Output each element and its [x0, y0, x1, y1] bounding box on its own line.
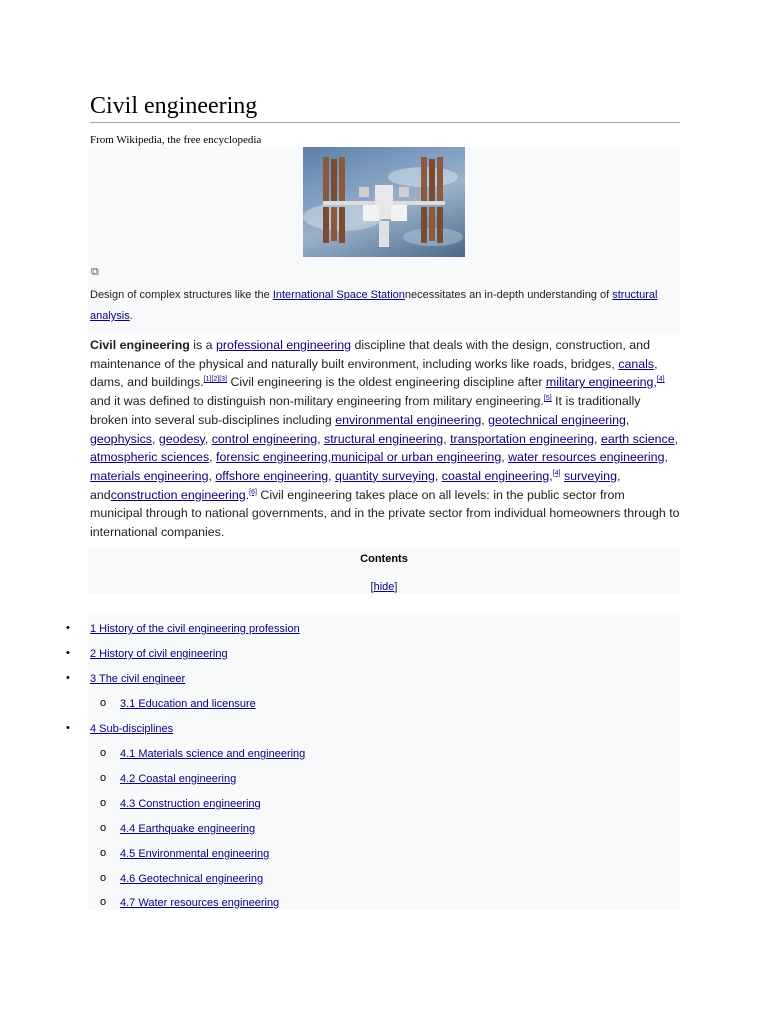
magnify-icon[interactable]: ⧉: [91, 266, 99, 278]
toc-item-4-3[interactable]: 4.3 Construction engineering: [120, 798, 261, 810]
toc-item-3[interactable]: 3 The civil engineer: [90, 673, 186, 685]
link-international-space-station[interactable]: International Space Station: [272, 289, 405, 301]
ref-6[interactable]: [6]: [249, 488, 257, 496]
link-transportation-engineering[interactable]: transportation engineering: [450, 431, 595, 446]
toc-item-4-6[interactable]: 4.6 Geotechnical engineering: [120, 873, 264, 885]
link-forensic-engineering[interactable]: forensic engineering: [216, 450, 328, 465]
link-professional-engineering[interactable]: professional engineering: [216, 338, 352, 352]
toc-hide-toggle: [hide]: [370, 581, 398, 593]
link-atmospheric-sciences[interactable]: atmospheric sciences: [90, 450, 210, 465]
toc-subbullet: o: [100, 697, 107, 709]
toc-subbullet: o: [100, 797, 107, 809]
toc-item-3-1[interactable]: 3.1 Education and licensure: [120, 698, 256, 710]
link-offshore-engineering[interactable]: offshore engineering: [215, 468, 329, 483]
link-geophysics[interactable]: geophysics: [90, 431, 152, 446]
link-geotechnical-engineering[interactable]: geotechnical engineering: [488, 412, 626, 427]
ref-1-2-3[interactable]: [1][2][3]: [203, 376, 228, 384]
ref-4[interactable]: [4]: [656, 376, 665, 384]
toc-subbullet: o: [100, 872, 107, 884]
link-coastal-engineering[interactable]: coastal engineering: [441, 468, 550, 483]
tagline: From Wikipedia, the free encyclopedia: [90, 134, 262, 146]
link-geodesy[interactable]: geodesy: [158, 431, 205, 446]
link-water-resources-engineering[interactable]: water resources engineering: [508, 450, 665, 465]
toc-subbullet: o: [100, 822, 107, 834]
toc-subbullet: o: [100, 772, 107, 784]
link-control-engineering[interactable]: control engineering: [211, 431, 318, 446]
ref-5[interactable]: [5]: [543, 394, 552, 402]
link-surveying[interactable]: surveying: [563, 468, 617, 483]
link-quantity-surveying[interactable]: quantity surveying: [335, 468, 435, 483]
ref-4b[interactable]: [4]: [552, 469, 561, 477]
space-station-image: [303, 147, 465, 257]
toc-item-4-7[interactable]: 4.7 Water resources engineering: [120, 897, 280, 909]
link-materials-engineering[interactable]: materials engineering: [90, 468, 209, 483]
toc-hide-link[interactable]: hide: [373, 581, 395, 593]
toc-item-4[interactable]: 4 Sub-disciplines: [90, 723, 174, 735]
toc-subbullet: o: [100, 847, 107, 859]
link-environmental-engineering[interactable]: environmental engineering: [335, 412, 482, 427]
intro-paragraph: Civil engineering is a professional engineering discipline that deals with the design, construction, and maintenance of the physical and naturally built environment, including works like roads, bridges, canals, dams, and buildings.[1][2][3] Civil engineering is the oldest engineering discipline after military engineering,[4] and it was defined to distinguish non-military engineering from military engineering.[5] It is traditionally broken into several sub-disciplines including environmental engineering, geotechnical engineering, geophysics, geodesy, control engineering, structural engineering, transportation engineering, earth science, atmospheric sciences, forensic engineering,municipal or urban engineering, water resources engineering, materials engineering, offshore engineering, quantity surveying, coastal engineering,[4] surveying, andconstruction engineering.[6] Civil engineering takes place on all levels: in the public sector from municipal through to national governments, and in the private sector from individual homeowners through to international companies.: [90, 338, 680, 540]
toc-item-1[interactable]: 1 History of the civil engineering profession: [90, 623, 300, 635]
link-structural-engineering[interactable]: structural engineering: [324, 431, 444, 446]
toc-item-4-4[interactable]: 4.4 Earthquake engineering: [120, 823, 256, 835]
link-construction-engineering[interactable]: construction engineering: [110, 487, 246, 502]
toc-item-4-5[interactable]: 4.5 Environmental engineering: [120, 848, 270, 860]
link-earth-science[interactable]: earth science: [600, 431, 675, 446]
toc-bullet: •: [66, 622, 70, 634]
iss-photo[interactable]: [303, 147, 465, 257]
toc-item-4-2[interactable]: 4.2 Coastal engineering: [120, 773, 237, 785]
link-canals[interactable]: canals: [618, 356, 655, 371]
toc-bullet: •: [66, 722, 70, 734]
link-military-engineering[interactable]: military engineering: [545, 375, 654, 390]
toc-subbullet: o: [100, 896, 107, 908]
toc-item-4-1[interactable]: 4.1 Materials science and engineering: [120, 748, 306, 760]
image-caption: Design of complex structures like the International Space Stationnecessitates an in-depth understanding of structural analysis.: [90, 289, 658, 322]
toc-item-2[interactable]: 2 History of civil engineering: [90, 648, 228, 660]
link-structural-analysis[interactable]: structural analysis: [90, 289, 658, 322]
link-municipal-engineering[interactable]: municipal or urban engineering: [331, 450, 502, 465]
toc-bullet: •: [66, 647, 70, 659]
page-title: Civil engineering: [90, 92, 680, 123]
toc-subbullet: o: [100, 747, 107, 759]
toc-title: Contents: [360, 553, 408, 565]
toc-bullet: •: [66, 672, 70, 684]
